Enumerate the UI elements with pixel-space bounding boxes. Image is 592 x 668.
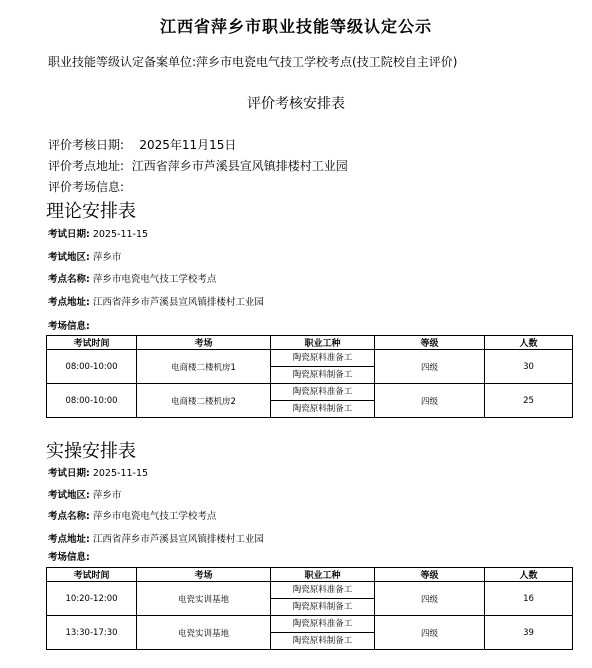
cell-room: 电瓷实训基地 (137, 582, 271, 616)
field-label: 考试地区: (48, 252, 90, 263)
cell-job: 陶瓷原料准备工 (292, 619, 353, 629)
cell-time: 10:20-12:00 (47, 582, 137, 616)
exam-site-label: 评价考点地址: (48, 159, 125, 173)
theory-schedule-table (46, 335, 573, 418)
table-row (47, 384, 573, 418)
practical-exam-site-name (48, 508, 216, 522)
field-value: 萍乡市电瓷电气技工学校考点 (92, 511, 217, 522)
cell-job: 陶瓷原料准备工 (292, 585, 353, 595)
col-header-job: 职业工种 (271, 568, 375, 582)
cell-level: 四级 (375, 350, 485, 384)
cell-room: 电瓷实训基地 (137, 616, 271, 650)
cell-count: 16 (485, 582, 573, 616)
cell-job: 陶瓷原料制备工 (271, 632, 374, 649)
field-label: 考试日期: (48, 229, 90, 240)
field-value: 萍乡市电瓷电气技工学校考点 (92, 274, 217, 285)
exam-site-value: 江西省萍乡市芦溪县宣风镇排楼村工业园 (131, 159, 348, 173)
practical-exam-date (48, 465, 148, 479)
practical-rooms-label: 考场信息: (48, 552, 90, 563)
table-header-row (47, 568, 573, 582)
cell-job: 陶瓷原料制备工 (271, 400, 374, 417)
field-value: 江西省萍乡市芦溪县宣风镇排楼村工业园 (92, 534, 264, 545)
cell-level: 四级 (375, 384, 485, 418)
theory-exam-region (48, 249, 121, 263)
col-header-room: 考场 (137, 336, 271, 350)
field-value: 萍乡市 (92, 252, 122, 263)
cell-room: 电商楼二楼机房1 (137, 350, 271, 384)
cell-job: 陶瓷原料制备工 (271, 598, 374, 615)
cell-jobs (271, 384, 375, 418)
field-label: 考点名称: (48, 274, 90, 285)
col-header-level: 等级 (375, 568, 485, 582)
table-row (47, 350, 573, 384)
col-header-count: 人数 (485, 568, 573, 582)
practical-exam-site-address (48, 531, 264, 545)
field-value: 2025-11-15 (92, 229, 149, 240)
cell-jobs (271, 582, 375, 616)
field-label: 考试地区: (48, 490, 90, 501)
cell-time: 08:00-10:00 (47, 384, 137, 418)
col-header-time: 考试时间 (47, 568, 137, 582)
theory-exam-date (48, 226, 148, 240)
col-header-level: 等级 (375, 336, 485, 350)
exam-site-line (48, 157, 348, 174)
cell-level: 四级 (375, 616, 485, 650)
practical-schedule-table (46, 567, 573, 650)
field-label: 考点地址: (48, 297, 90, 308)
sheet-title: 评价考核安排表 (247, 96, 345, 112)
cell-jobs (271, 350, 375, 384)
theory-exam-site-name (48, 271, 216, 285)
field-value: 萍乡市 (92, 490, 122, 501)
exam-date-line (48, 136, 236, 153)
certification-unit-line: 职业技能等级认定备案单位:萍乡市电瓷电气技工学校考点(技工院校自主评价) (48, 55, 458, 69)
cell-room: 电商楼二楼机房2 (137, 384, 271, 418)
cell-job: 陶瓷原料准备工 (292, 387, 353, 397)
field-label: 考点地址: (48, 534, 90, 545)
cell-level: 四级 (375, 582, 485, 616)
exam-room-label: 评价考场信息: (48, 180, 125, 194)
cell-time: 08:00-10:00 (47, 350, 137, 384)
theory-rooms-label: 考场信息: (48, 321, 90, 332)
practical-section-title: 实操安排表 (46, 441, 136, 462)
col-header-job: 职业工种 (271, 336, 375, 350)
cell-count: 39 (485, 616, 573, 650)
cell-jobs (271, 616, 375, 650)
table-row (47, 616, 573, 650)
practical-exam-region (48, 487, 121, 501)
field-label: 考试日期: (48, 468, 90, 479)
field-value: 江西省萍乡市芦溪县宣风镇排楼村工业园 (92, 297, 264, 308)
cell-time: 13:30-17:30 (47, 616, 137, 650)
col-header-time: 考试时间 (47, 336, 137, 350)
exam-date-label: 评价考核日期: (48, 138, 125, 152)
table-row (47, 582, 573, 616)
theory-section-title: 理论安排表 (46, 201, 136, 222)
col-header-count: 人数 (485, 336, 573, 350)
col-header-room: 考场 (137, 568, 271, 582)
field-value: 2025-11-15 (92, 468, 149, 479)
cell-job: 陶瓷原料制备工 (271, 366, 374, 383)
theory-exam-site-address (48, 294, 264, 308)
table-header-row (47, 336, 573, 350)
exam-date-value: 2025年11月15日 (139, 138, 237, 152)
field-label: 考点名称: (48, 511, 90, 522)
page-title: 江西省萍乡市职业技能等级认定公示 (159, 17, 432, 36)
cell-job: 陶瓷原料准备工 (292, 353, 353, 363)
cell-count: 25 (485, 384, 573, 418)
cell-count: 30 (485, 350, 573, 384)
